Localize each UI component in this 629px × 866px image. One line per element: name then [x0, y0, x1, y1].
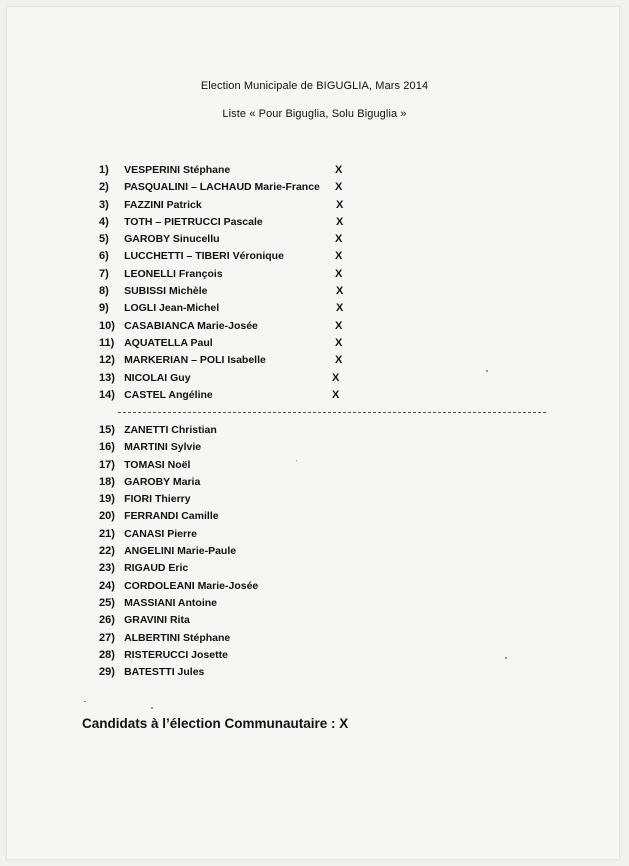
list-item [99, 337, 359, 354]
candidate-name: CASTEL Angéline [124, 388, 213, 401]
candidate-name: BATESTTI Jules [124, 666, 205, 679]
list-item [99, 302, 359, 319]
candidate-name: RISTERUCCI Josette [124, 648, 228, 661]
candidate-number: 16) [99, 441, 115, 454]
candidate-name: MARKERIAN – POLI Isabelle [124, 354, 266, 367]
candidate-name: SUBISSI Michèle [124, 285, 208, 298]
candidate-number: 15) [99, 424, 115, 436]
communautaire-mark: X [335, 354, 343, 367]
paper-speck [296, 460, 297, 461]
candidate-number: 9) [99, 302, 109, 315]
paper-speck [151, 707, 153, 709]
candidate-name: LOGLI Jean-Michel [124, 302, 220, 315]
list-item [99, 666, 359, 683]
communautaire-mark: X [336, 302, 344, 315]
list-item [99, 250, 359, 267]
list-item [99, 199, 359, 216]
list-item [99, 268, 359, 285]
candidate-name: LUCCHETTI – TIBERI Véronique [124, 250, 284, 263]
paper-speck [486, 370, 488, 372]
candidate-name: CASABIANCA Marie-Josée [124, 319, 258, 332]
list-item [99, 372, 359, 389]
document-title: Election Municipale de BIGUGLIA, Mars 2014 [200, 80, 429, 92]
list-item [99, 649, 359, 666]
candidate-number: 7) [99, 267, 109, 280]
candidate-name: CANASI Pierre [124, 527, 198, 540]
list-item [99, 233, 359, 250]
candidate-list-communautaire [99, 164, 359, 406]
candidate-name: FERRANDI Camille [124, 510, 219, 523]
candidate-number: 21) [99, 527, 115, 540]
candidate-number: 10) [99, 319, 115, 332]
candidate-number: 20) [99, 510, 115, 523]
candidate-number: 28) [99, 648, 115, 661]
list-item [99, 320, 359, 337]
communautaire-mark: X [332, 371, 340, 384]
candidate-number: 18) [99, 475, 115, 488]
communautaire-mark: X [335, 250, 343, 263]
list-item [99, 164, 359, 181]
communautaire-note: Candidats à l’élection Communautaire : X [82, 716, 349, 731]
candidate-number: 22) [99, 545, 115, 558]
communautaire-mark: X [335, 267, 343, 280]
list-item [99, 389, 359, 406]
paper-speck [505, 657, 507, 659]
list-item [99, 181, 359, 198]
candidate-number: 26) [99, 614, 115, 627]
list-item [99, 597, 359, 614]
list-item [99, 354, 359, 371]
candidate-number: 29) [99, 666, 115, 679]
paper-speck [84, 701, 86, 702]
candidate-name: FAZZINI Patrick [124, 198, 202, 211]
candidate-name: GAROBY Maria [124, 475, 201, 488]
list-item [99, 424, 359, 441]
candidate-number: 24) [99, 579, 115, 592]
communautaire-mark: X [335, 181, 343, 194]
candidate-number: 5) [99, 233, 109, 246]
candidate-name: GRAVINI Rita [124, 614, 190, 627]
candidate-name: RIGAUD Eric [124, 562, 189, 575]
communautaire-mark: X [335, 164, 343, 176]
candidate-number: 3) [99, 198, 109, 211]
candidate-list-others [99, 424, 359, 683]
candidate-number: 14) [99, 388, 115, 401]
list-item [99, 441, 359, 458]
list-item [99, 216, 359, 233]
candidate-name: TOTH – PIETRUCCI Pascale [124, 215, 263, 228]
candidate-name: TOMASI Noël [124, 458, 191, 471]
candidate-number: 6) [99, 250, 109, 263]
candidate-number: 19) [99, 493, 115, 506]
candidate-number: 12) [99, 354, 115, 367]
communautaire-mark: X [336, 198, 344, 211]
candidate-number: 11) [99, 336, 115, 349]
candidate-number: 13) [99, 371, 115, 384]
candidate-name: NICOLAI Guy [124, 371, 191, 384]
candidate-name: ZANETTI Christian [124, 424, 217, 436]
candidate-name: FIORI Thierry [124, 493, 191, 506]
communautaire-mark: X [332, 388, 340, 401]
candidate-name: ALBERTINI Stéphane [124, 631, 231, 644]
list-item [99, 614, 359, 631]
list-item [99, 510, 359, 527]
communautaire-mark: X [336, 215, 344, 228]
candidate-name: GAROBY Sinucellu [124, 233, 220, 246]
list-item [99, 285, 359, 302]
candidate-name: LEONELLI François [124, 267, 223, 280]
list-item [99, 528, 359, 545]
communautaire-mark: X [335, 336, 343, 349]
candidate-number: 25) [99, 596, 115, 609]
communautaire-mark: X [336, 285, 344, 298]
candidate-number: 17) [99, 458, 115, 471]
list-item [99, 476, 359, 493]
candidate-name: AQUATELLA Paul [124, 336, 213, 349]
candidate-name: MARTINI Sylvie [124, 441, 202, 454]
candidate-number: 2) [99, 181, 109, 194]
candidate-number: 1) [99, 164, 109, 176]
communautaire-mark: X [335, 233, 343, 246]
candidate-name: PASQUALINI – LACHAUD Marie-France [124, 181, 320, 194]
list-item [99, 580, 359, 597]
list-item [99, 562, 359, 579]
candidate-name: CORDOLEANI Marie-Josée [124, 579, 259, 592]
candidate-number: 23) [99, 562, 115, 575]
candidate-name: VESPERINI Stéphane [124, 164, 231, 176]
candidate-number: 8) [99, 285, 109, 298]
candidate-number: 4) [99, 215, 109, 228]
communautaire-mark: X [335, 319, 343, 332]
list-name: Liste « Pour Biguglia, Solu Biguglia » [222, 108, 407, 120]
list-item [99, 632, 359, 649]
list-item [99, 493, 359, 510]
candidate-number: 27) [99, 631, 115, 644]
list-item [99, 459, 359, 476]
list-item [99, 545, 359, 562]
candidate-name: MASSIANI Antoine [124, 596, 218, 609]
candidate-name: ANGELINI Marie-Paule [124, 545, 237, 558]
list-separator [118, 412, 546, 413]
